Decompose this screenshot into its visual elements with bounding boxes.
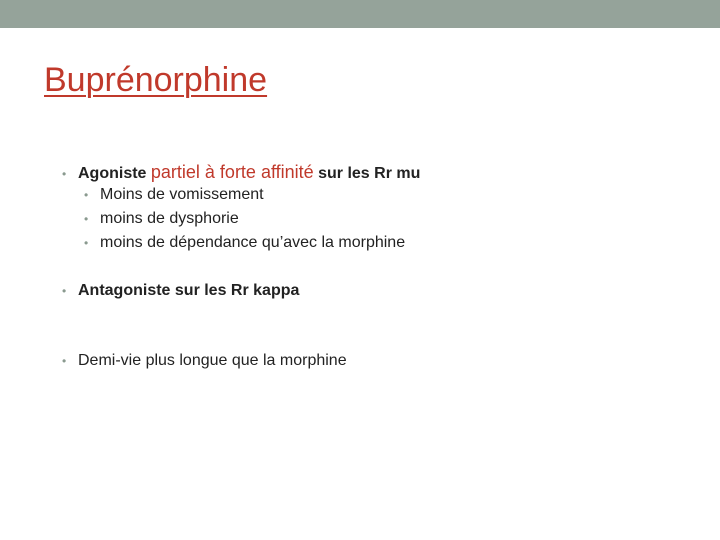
bullet-dot-icon: • xyxy=(62,284,67,298)
slide-title: Buprénorphine xyxy=(44,61,268,99)
bullet-text: Demi-vie plus longue que la morphine xyxy=(78,352,347,369)
bullet-text: Antagoniste sur les Rr kappa xyxy=(78,282,300,299)
sub-bullet-vomissement xyxy=(84,186,264,204)
bullet-dot-icon: • xyxy=(84,188,89,202)
sub-bullet-text: Moins de vomissement xyxy=(100,186,264,203)
bullet-dot-icon: • xyxy=(84,212,89,226)
bullet-antagoniste xyxy=(62,282,299,300)
bullet-text-suffix: sur les Rr mu xyxy=(313,165,421,182)
sub-bullet-dysphorie xyxy=(84,210,239,228)
sub-bullet-text: moins de dépendance qu’avec la morphine xyxy=(100,234,406,251)
bullet-dot-icon: • xyxy=(62,167,67,181)
bullet-text-prefix: Agoniste xyxy=(78,165,151,182)
bullet-demi-vie xyxy=(62,352,347,370)
bullet-text-highlight: partiel à forte affinité xyxy=(150,162,314,182)
bullet-dot-icon: • xyxy=(62,354,67,368)
bullet-agoniste xyxy=(62,162,420,183)
sub-bullet-text: moins de dysphorie xyxy=(100,210,239,227)
bullet-dot-icon: • xyxy=(84,236,89,250)
sub-bullet-dependance xyxy=(84,234,405,252)
